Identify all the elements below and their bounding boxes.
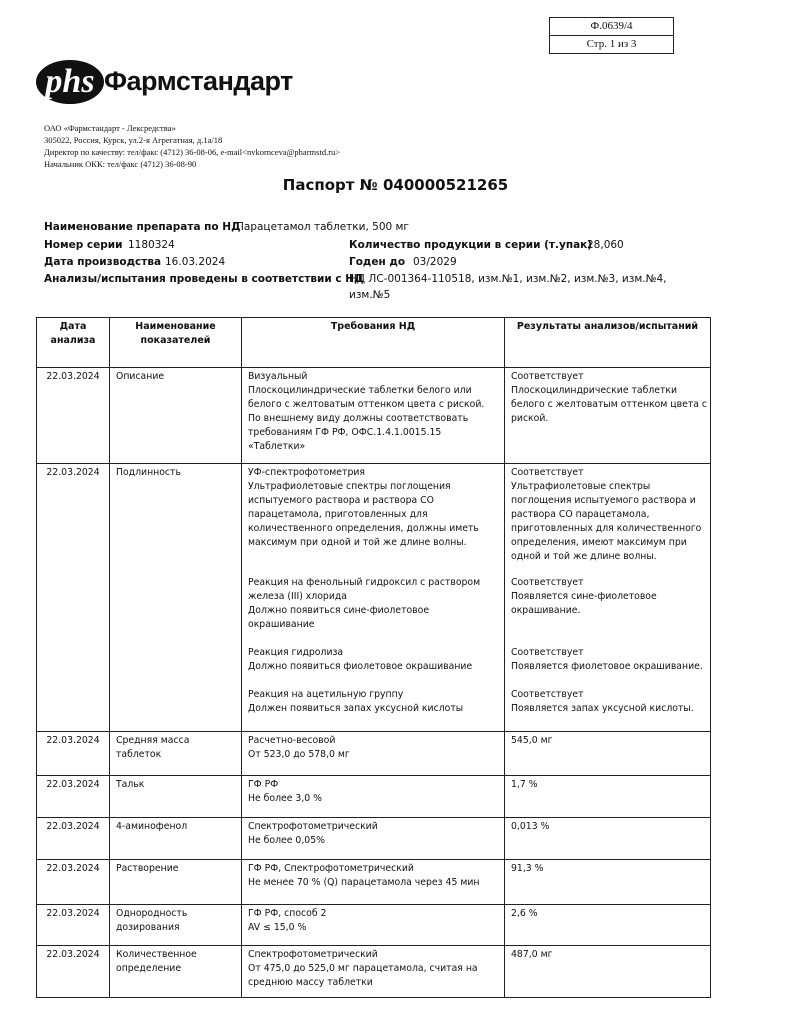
result-uv: Соответствует Ультрафиолетовые спектры поглощения испытуемого раствора и раствора СО парацетамола, приготовленных для количественного определения, имеют максимум при одной и той же длине волны. bbox=[511, 467, 702, 562]
row-indicator: Растворение bbox=[110, 860, 242, 905]
row-requirement: ГФ РФ, Спектрофотометрический Не менее 70 % (Q) парацетамола через 45 мин bbox=[242, 860, 505, 905]
requirement-phenol: Реакция на фенольный гидроксил с раствором железа (III) хлорида Должно появиться сине-фиолетовое окрашивание bbox=[248, 577, 481, 630]
production-date-value: 16.03.2024 bbox=[165, 256, 226, 268]
row-requirement: ГФ РФ Не более 3,0 % bbox=[242, 776, 505, 818]
table-row bbox=[37, 860, 711, 905]
table-row bbox=[37, 818, 711, 860]
row-date: 22.03.2024 bbox=[37, 464, 110, 732]
company-address: 305022, Россия, Курск, ул.2-я Агрегатная, д.1а/18 bbox=[44, 135, 223, 145]
row-date: 22.03.2024 bbox=[37, 905, 110, 946]
row-requirement: ГФ РФ, способ 2 AV ≤ 15,0 % bbox=[242, 905, 505, 946]
table-row bbox=[37, 905, 711, 946]
row-indicator: 4-аминофенол bbox=[110, 818, 242, 860]
row-date: 22.03.2024 bbox=[37, 732, 110, 776]
row-requirement: Спектрофотометрический От 475,0 до 525,0 мг парацетамола, считая на среднюю массу таблетки bbox=[242, 946, 505, 998]
row-result: 487,0 мг bbox=[505, 946, 711, 998]
quantity-value: 28,060 bbox=[587, 239, 624, 251]
requirement-hydrolysis: Реакция гидролиза Должно появиться фиолетовое окрашивание bbox=[248, 647, 473, 672]
series-value: 1180324 bbox=[128, 239, 175, 251]
table-row bbox=[37, 946, 711, 998]
okk-head-contact: Начальник ОКК: тел/факс (4712) 36-08-90 bbox=[44, 159, 197, 169]
row-indicator: Тальк bbox=[110, 776, 242, 818]
result-hydrolysis: Соответствует Появляется фиолетовое окрашивание. bbox=[511, 647, 703, 672]
row-result: 0,013 % bbox=[505, 818, 711, 860]
requirement-acetyl: Реакция на ацетильную группу Должен появиться запах уксусной кислоты bbox=[248, 689, 464, 714]
row-date: 22.03.2024 bbox=[37, 860, 110, 905]
row-date: 22.03.2024 bbox=[37, 818, 110, 860]
production-date-label: Дата производства bbox=[44, 256, 162, 268]
quality-director-contact: Директор по качеству: тел/факс (4712) 36-08-06, e-mail<nvkornceva@pharmstd.ru> bbox=[44, 147, 341, 157]
form-code: Ф.0639/4 bbox=[550, 18, 673, 36]
row-result: 91,3 % bbox=[505, 860, 711, 905]
row-result: Соответствует Плоскоцилиндрические таблетки белого с желтоватым оттенком цвета с риской. bbox=[505, 368, 711, 464]
row-indicator: Средняя масса таблеток bbox=[110, 732, 242, 776]
row-result: 1,7 % bbox=[505, 776, 711, 818]
page-number: Стр. 1 из 3 bbox=[586, 38, 637, 50]
row-requirement: Спектрофотометрический Не более 0,05% bbox=[242, 818, 505, 860]
row-indicator: Подлинность bbox=[110, 464, 242, 732]
analysis-table bbox=[36, 317, 711, 998]
row-requirement: Визуальный Плоскоцилиндрические таблетки белого или белого с желтоватым оттенком цвета с риской. По внешнему виду должны соответствовать требованиям ГФ РФ, ОФС.1.4.1.0015.15 «Таблетки» bbox=[242, 368, 505, 464]
table-row bbox=[37, 776, 711, 818]
header-results: Результаты анализов/испытаний bbox=[505, 318, 711, 368]
table-row bbox=[37, 732, 711, 776]
expiry-value: 03/2029 bbox=[413, 256, 457, 268]
table-row bbox=[37, 368, 711, 464]
row-requirement bbox=[242, 464, 505, 732]
result-acetyl: Соответствует Появляется запах уксусной кислоты. bbox=[511, 689, 694, 714]
table-header-row bbox=[37, 318, 711, 368]
row-date: 22.03.2024 bbox=[37, 368, 110, 464]
result-phenol: Соответствует Появляется сине-фиолетовое окрашивание. bbox=[511, 577, 657, 616]
logo-name: Фармстандарт bbox=[104, 66, 293, 96]
phs-logo-icon bbox=[36, 58, 108, 106]
header-requirements: Требования НД bbox=[242, 318, 505, 368]
header-date: Дата анализа bbox=[37, 318, 110, 368]
logo-mark: phs bbox=[45, 63, 95, 100]
passport-title: Паспорт № 040000521265 bbox=[282, 176, 509, 194]
analysis-basis-value-2: изм.№5 bbox=[349, 289, 391, 301]
form-code-box bbox=[549, 17, 674, 54]
analysis-basis-label: Анализы/испытания проведены в соответствии с НД bbox=[44, 273, 364, 285]
analysis-basis-value-1: НД ЛС-001364-110518, изм.№1, изм.№2, изм.№3, изм.№4, bbox=[349, 273, 667, 285]
header-name: Наименование показателей bbox=[110, 318, 242, 368]
row-indicator: Описание bbox=[110, 368, 242, 464]
row-result: 545,0 мг bbox=[505, 732, 711, 776]
row-result bbox=[505, 464, 711, 732]
row-result: 2,6 % bbox=[505, 905, 711, 946]
drug-label: Наименование препарата по НД bbox=[44, 221, 241, 233]
row-date: 22.03.2024 bbox=[37, 946, 110, 998]
company-name: ОАО «Фармстандарт - Лексредства» bbox=[44, 123, 176, 133]
company-logo bbox=[36, 58, 108, 110]
row-date: 22.03.2024 bbox=[37, 776, 110, 818]
requirement-uv: УФ-спектрофотометрия Ультрафиолетовые спектры поглощения испытуемого раствора и раствора СО парацетамола, приготовленных для количественного определения, должны иметь максимум при одной и той же длине волны. bbox=[248, 467, 479, 548]
table-row bbox=[37, 464, 711, 732]
series-label: Номер серии bbox=[44, 239, 123, 251]
row-requirement: Расчетно-весовой От 523,0 до 578,0 мг bbox=[242, 732, 505, 776]
expiry-label: Годен до bbox=[349, 256, 406, 268]
row-indicator: Однородность дозирования bbox=[110, 905, 242, 946]
drug-value: Парацетамол таблетки, 500 мг bbox=[236, 221, 409, 233]
row-indicator: Количественное определение bbox=[110, 946, 242, 998]
quantity-label: Количество продукции в серии (т.упак) bbox=[349, 239, 593, 251]
